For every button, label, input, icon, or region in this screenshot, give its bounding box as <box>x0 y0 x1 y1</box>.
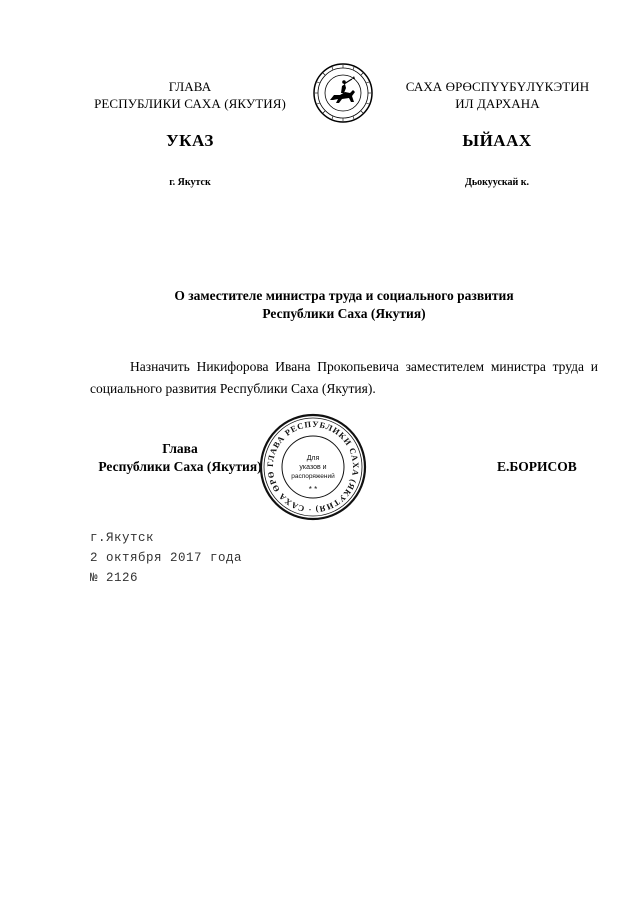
coat-of-arms-icon <box>312 62 374 124</box>
stamp-seal-icon <box>258 412 368 522</box>
city-sakha: Дьокуускай к. <box>464 177 530 188</box>
city-ru: г. Якутск <box>169 177 211 188</box>
stamp-center-line2: указов и <box>299 464 327 471</box>
stamp-star-icon: * * <box>308 485 318 494</box>
header-left <box>80 78 300 112</box>
signature-position-line1: Глава <box>162 441 198 456</box>
stamp-ring-text: ГЛАВА РЕСПУБЛИКИ САХА (ЯКУТИЯ) · САХА ӨРӨ <box>265 419 361 514</box>
stamp-center-line3: распоряжений <box>291 473 335 480</box>
header-left-line2: РЕСПУБЛИКИ САХА (ЯКУТИЯ) <box>94 96 286 111</box>
decree-body: Назначить Никифорова Ивана Прокопьевича заместителем министра труда и социального развития Республики Саха (Якутия). <box>90 359 598 396</box>
registration-date: 2 октября 2017 года <box>90 551 243 565</box>
official-stamp <box>258 412 368 522</box>
signature-position <box>90 440 270 476</box>
svg-text:ГЛАВА РЕСПУБЛИКИ САХА (ЯКУТИЯ) <box>258 412 360 514</box>
registration-number: № 2126 <box>90 571 139 585</box>
decree-title-sakha: ЫЙААХ <box>462 131 532 150</box>
decree-subject <box>90 287 598 323</box>
decree-title-ru: УКАЗ <box>166 131 214 150</box>
header-right-line2: ИЛ ДАРХАНА <box>455 96 540 111</box>
signature-position-line2: Республики Саха (Якутия) <box>98 459 262 474</box>
header-right-line1: САХА ӨРӨСПҮҮБҮЛҮКЭТИН <box>405 79 590 94</box>
signatory-name: Е.БОРИСОВ <box>497 459 577 474</box>
header-left-line1: ГЛАВА <box>168 79 212 94</box>
coat-of-arms-emblem <box>312 62 374 124</box>
decree-subject-line1: О заместителе министра труда и социального развития <box>174 288 514 303</box>
stamp-center-line1: Для <box>306 455 320 462</box>
header-right <box>385 78 610 112</box>
registration-city: г.Якутск <box>90 531 155 545</box>
registration-block <box>90 528 242 588</box>
decree-subject-line2: Республики Саха (Якутия) <box>262 306 426 321</box>
